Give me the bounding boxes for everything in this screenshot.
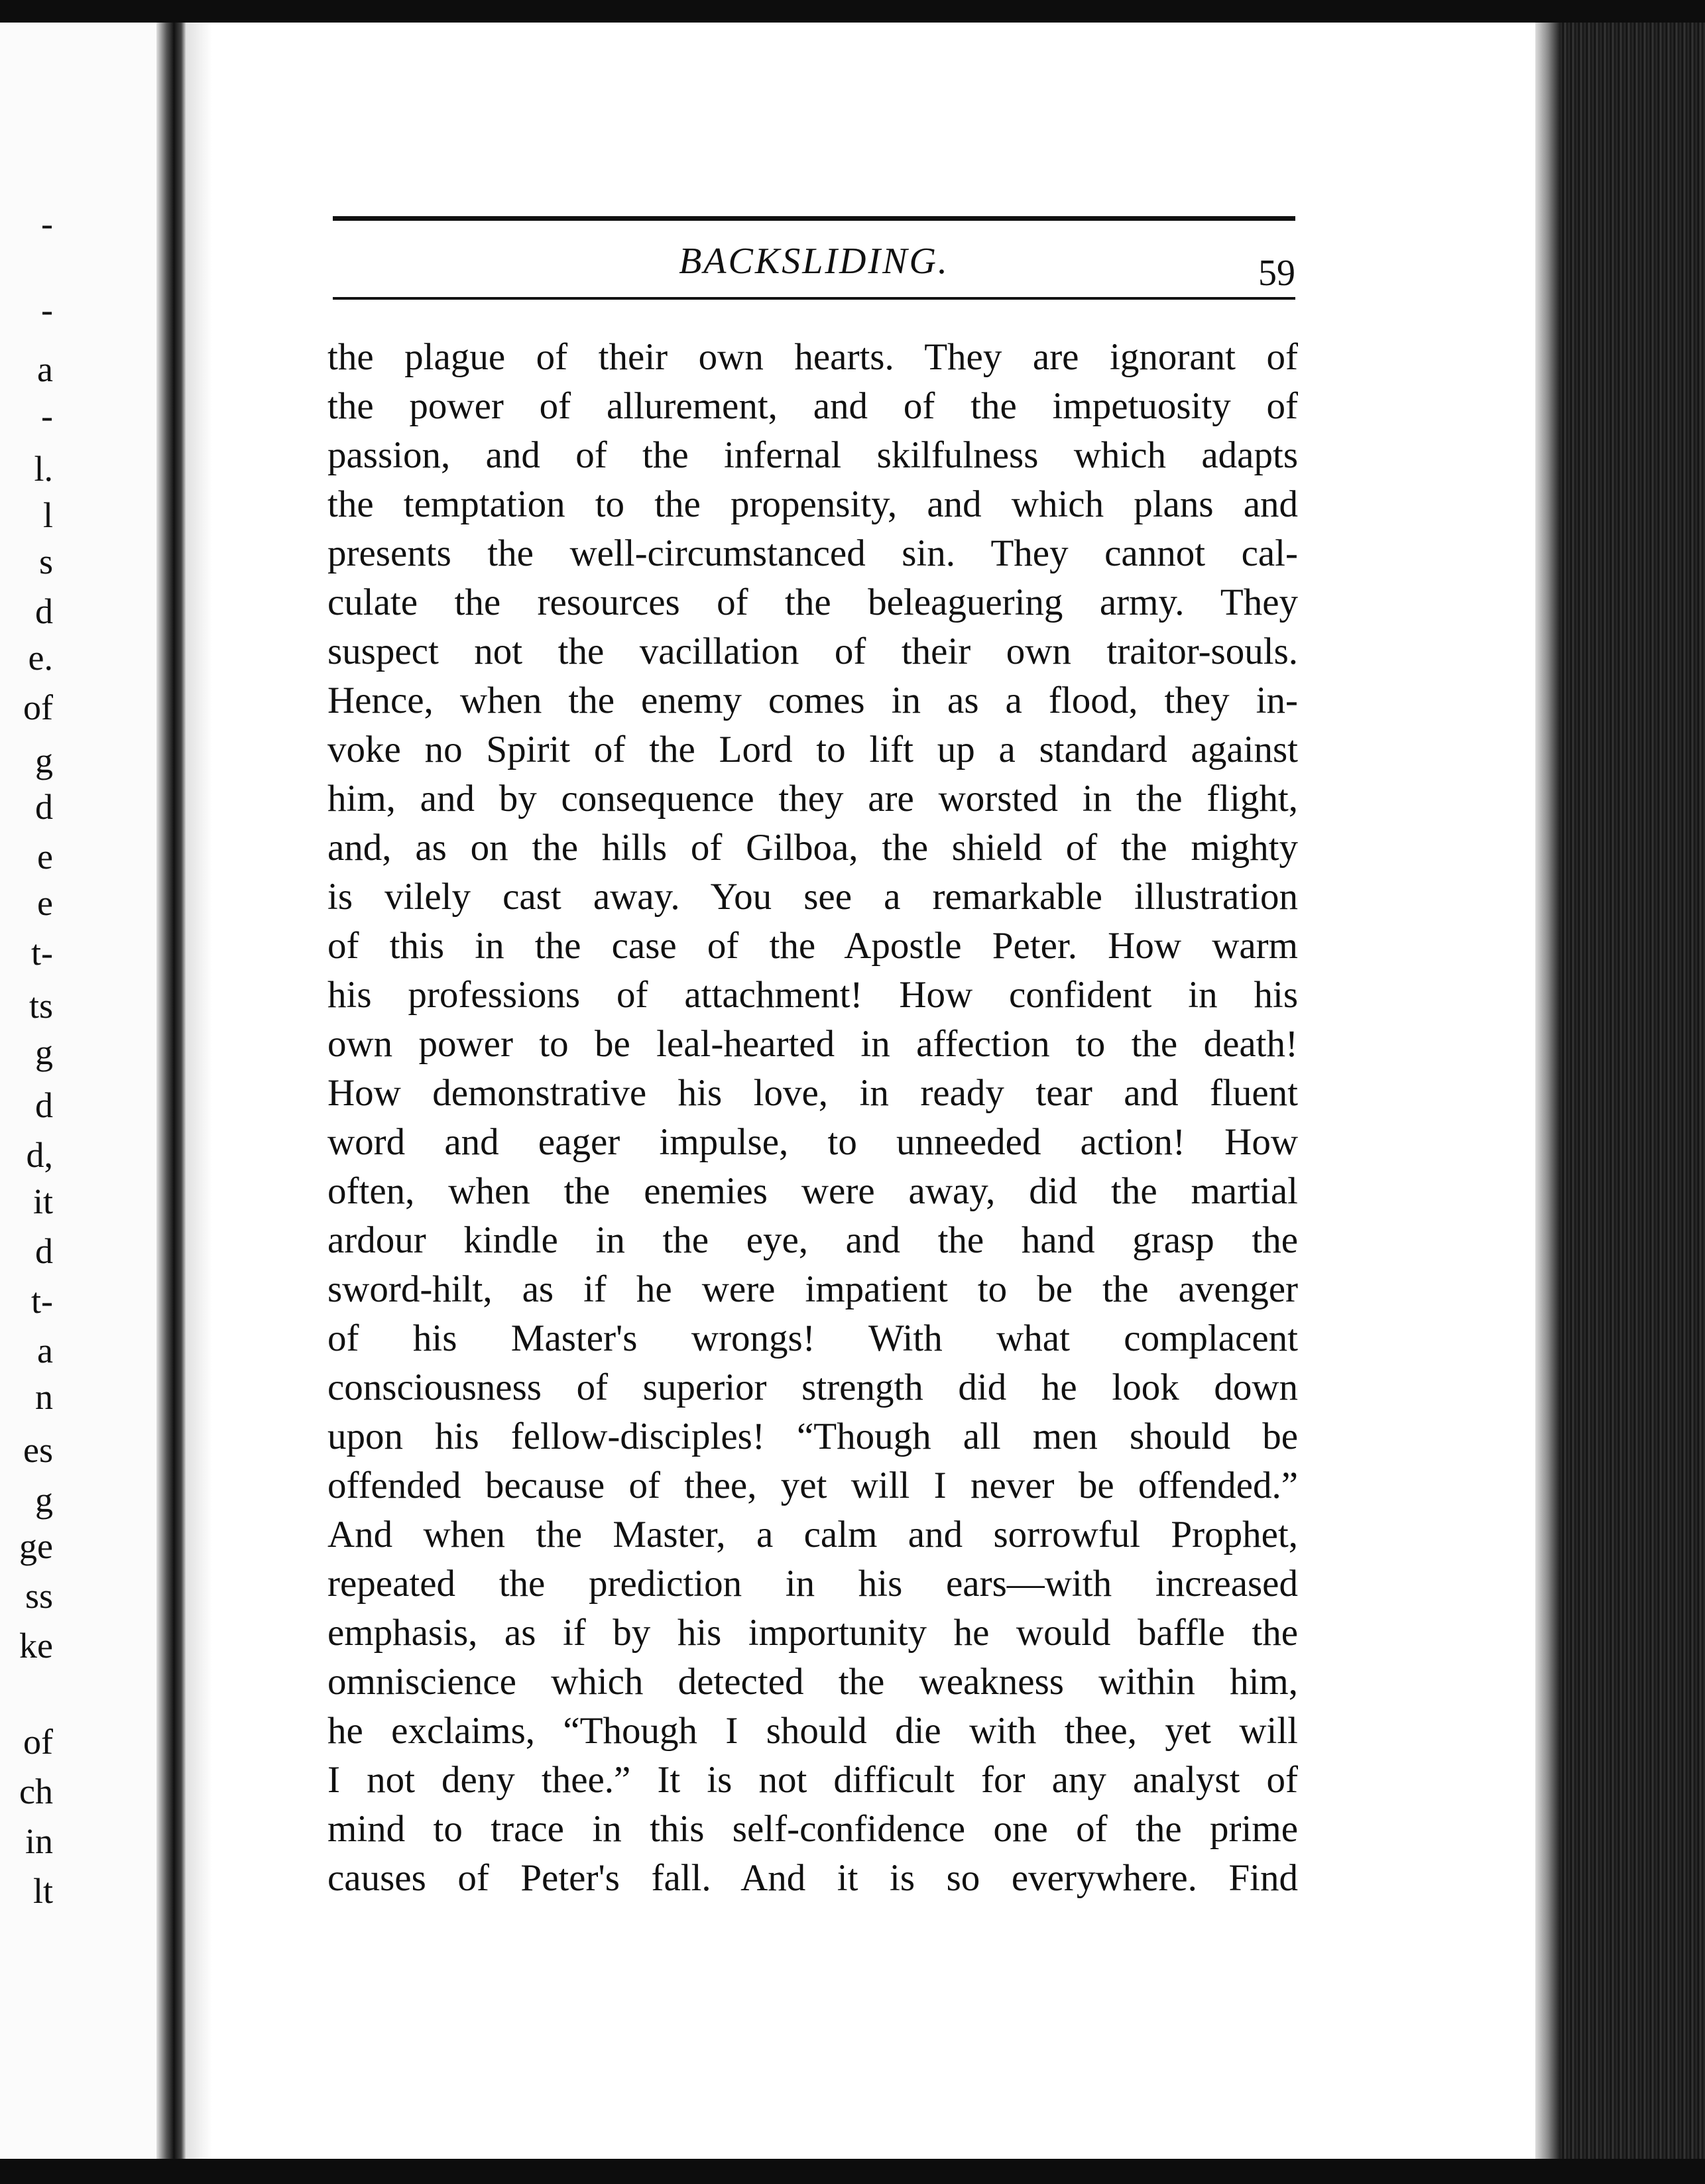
left-page-fragment: - (41, 396, 53, 436)
text-line: own power to be leal-hearted in affection to the death! (327, 1023, 1298, 1065)
left-page-fragment: g (35, 1480, 53, 1520)
text-line: his professions of attachment! How confident in his (327, 974, 1298, 1016)
text-line: upon his fellow-disciples! “Though all men should be (327, 1416, 1298, 1457)
left-page-fragment: ts (29, 986, 53, 1026)
book-gutter (156, 23, 186, 2159)
left-page-fragment: - (41, 204, 53, 243)
text-line: Hence, when the enemy comes in as a flood, they in- (327, 680, 1298, 721)
left-page-fragment: ss (25, 1576, 53, 1616)
text-line: mind to trace in this self-confidence one of the prime (327, 1808, 1298, 1850)
left-page-fragment: t- (31, 1281, 53, 1321)
text-line: consciousness of superior strength did he look down (327, 1366, 1298, 1408)
left-page-fragment: n (35, 1377, 53, 1417)
left-page-fragment: of (23, 688, 53, 727)
left-page-fragment: - (41, 290, 53, 330)
text-line: the plague of their own hearts. They are ignorant of (327, 336, 1298, 378)
text-line: suspect not the vacillation of their own traitor-souls. (327, 631, 1298, 672)
scan-border-top (0, 0, 1705, 23)
left-page-fragment: d (35, 591, 53, 631)
page-number: 59 (1258, 253, 1295, 294)
left-page-fragment: g (35, 741, 53, 780)
left-page-fragment: d (35, 1085, 53, 1125)
text-line: passion, and of the infernal skilfulness which adapts (327, 434, 1298, 476)
left-page-fragment: e. (28, 638, 53, 678)
header-rule-bottom (333, 297, 1295, 300)
text-line: offended because of thee, yet will I never be offended.” (327, 1465, 1298, 1506)
text-line: How demonstrative his love, in ready tear and fluent (327, 1072, 1298, 1114)
left-page-fragment: ge (19, 1526, 53, 1566)
chapter-title: BACKSLIDING. (679, 241, 949, 282)
running-head (333, 231, 1295, 294)
left-page-fragment: it (32, 1182, 53, 1221)
text-line: voke no Spirit of the Lord to lift up a standard against (327, 729, 1298, 770)
left-page-fragment: es (23, 1430, 53, 1470)
scan-border-bottom (0, 2159, 1705, 2184)
text-line: he exclaims, “Though I should die with thee, yet will (327, 1710, 1298, 1752)
left-page-fragment: d (35, 1231, 53, 1271)
text-line: him, and by consequence they are worsted in the flight, (327, 778, 1298, 819)
left-page-fragment: ch (19, 1772, 53, 1811)
text-line: often, when the enemies were away, did the martial (327, 1170, 1298, 1212)
left-page-fragment: e (37, 883, 53, 923)
left-page-fragment: t- (31, 933, 53, 973)
left-page-fragment: in (25, 1821, 53, 1861)
text-line: And when the Master, a calm and sorrowful Prophet, (327, 1514, 1298, 1555)
page-block-edges (1535, 23, 1705, 2159)
left-page-fragment: l (42, 495, 53, 535)
left-page-fragment: e (37, 837, 53, 877)
text-line: sword-hilt, as if he were impatient to be the avenger (327, 1268, 1298, 1310)
text-line: word and eager impulse, to unneeded action! How (327, 1121, 1298, 1163)
left-page-fragment: d, (26, 1135, 53, 1175)
text-line: culate the resources of the beleaguering army. They (327, 581, 1298, 623)
text-line: I not deny thee.” It is not difficult for any analyst of (327, 1759, 1298, 1801)
text-line: presents the well-circumstanced sin. They cannot cal- (327, 532, 1298, 574)
text-line: causes of Peter's fall. And it is so everywhere. Find (327, 1857, 1298, 1899)
text-line: omniscience which detected the weakness within him, (327, 1661, 1298, 1703)
left-page-fragment: s (38, 542, 53, 581)
left-page-fragment: of (23, 1722, 53, 1762)
left-page-fragment: l. (34, 449, 53, 489)
left-page-fragment: d (35, 787, 53, 827)
text-line: emphasis, as if by his importunity he would baffle the (327, 1612, 1298, 1654)
page-edge-highlight-overlay (1535, 23, 1560, 2159)
text-line: repeated the prediction in his ears—with increased (327, 1563, 1298, 1605)
body-text (327, 333, 1298, 1903)
text-line: ardour kindle in the eye, and the hand grasp the (327, 1219, 1298, 1261)
text-line: of his Master's wrongs! With what complacent (327, 1317, 1298, 1359)
header-rule-top (333, 216, 1295, 221)
left-page-fragment: ke (19, 1626, 53, 1666)
text-line: the temptation to the propensity, and which plans and (327, 483, 1298, 525)
left-page-fragment: lt (32, 1871, 53, 1911)
left-page-fragment: a (37, 1331, 53, 1370)
left-page-fragment: g (35, 1032, 53, 1072)
left-page-fragment: a (37, 349, 53, 389)
text-line: of this in the case of the Apostle Peter. How warm (327, 925, 1298, 967)
text-line: is vilely cast away. You see a remarkable illustration (327, 876, 1298, 918)
gutter-shadow (186, 23, 212, 2159)
text-line: and, as on the hills of Gilboa, the shield of the mighty (327, 827, 1298, 869)
text-line: the power of allurement, and of the impetuosity of (327, 385, 1298, 427)
